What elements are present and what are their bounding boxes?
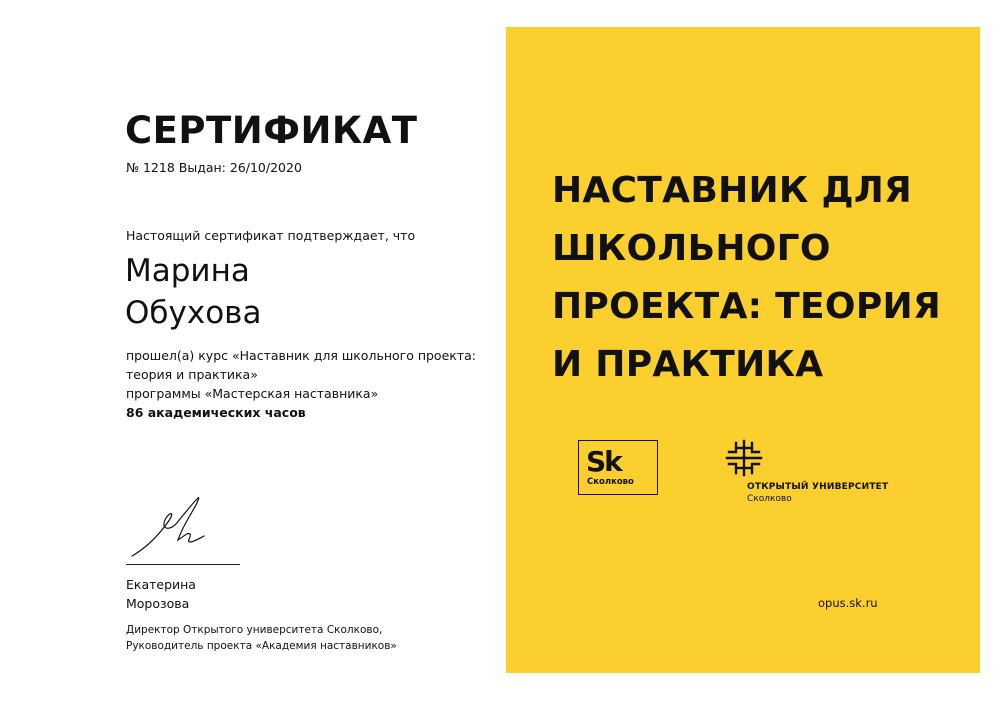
course-line: программы «Мастерская наставника» [126,386,379,401]
certificate-number-date: № 1218 Выдан: 26/10/2020 [126,160,302,175]
skolkovo-logo-mark: Sk [586,445,621,478]
signer-first-name: Екатерина [126,577,196,592]
course-description [126,346,496,422]
certificate-title: СЕРТИФИКАТ [125,109,418,152]
course-line: теория и практика» [126,367,258,382]
course-hours: 86 академических часов [126,405,306,420]
signer-role [126,622,397,654]
signature-line [126,564,240,565]
signature-image [128,492,240,564]
role-line: Руководитель проекта «Академия наставников» [126,640,397,652]
recipient-first-name: Марина [125,253,250,289]
course-name-heading: НАСТАВНИК ДЛЯ ШКОЛЬНОГО ПРОЕКТА: ТЕОРИЯ И ПРАКТИКА [552,170,941,385]
recipient-last-name: Обухова [125,295,262,331]
signer-last-name: Морозова [126,596,190,611]
role-line: Директор Открытого университета Сколково, [126,624,383,636]
open-university-icon [724,438,764,478]
skolkovo-logo [578,440,658,495]
course-line: прошел(а) курс «Наставник для школьного проекта: [126,348,476,363]
open-university-name: ОТКРЫТЫЙ УНИВЕРСИТЕТ [747,482,889,492]
recipient-name [125,250,445,334]
website-link[interactable]: opus.sk.ru [818,596,878,610]
skolkovo-logo-name: Сколково [587,477,634,487]
signer-name [126,575,196,613]
course-panel [506,27,980,673]
open-university-subtitle: Сколково [747,494,792,504]
confirmation-text: Настоящий сертификат подтверждает, что [126,228,416,243]
